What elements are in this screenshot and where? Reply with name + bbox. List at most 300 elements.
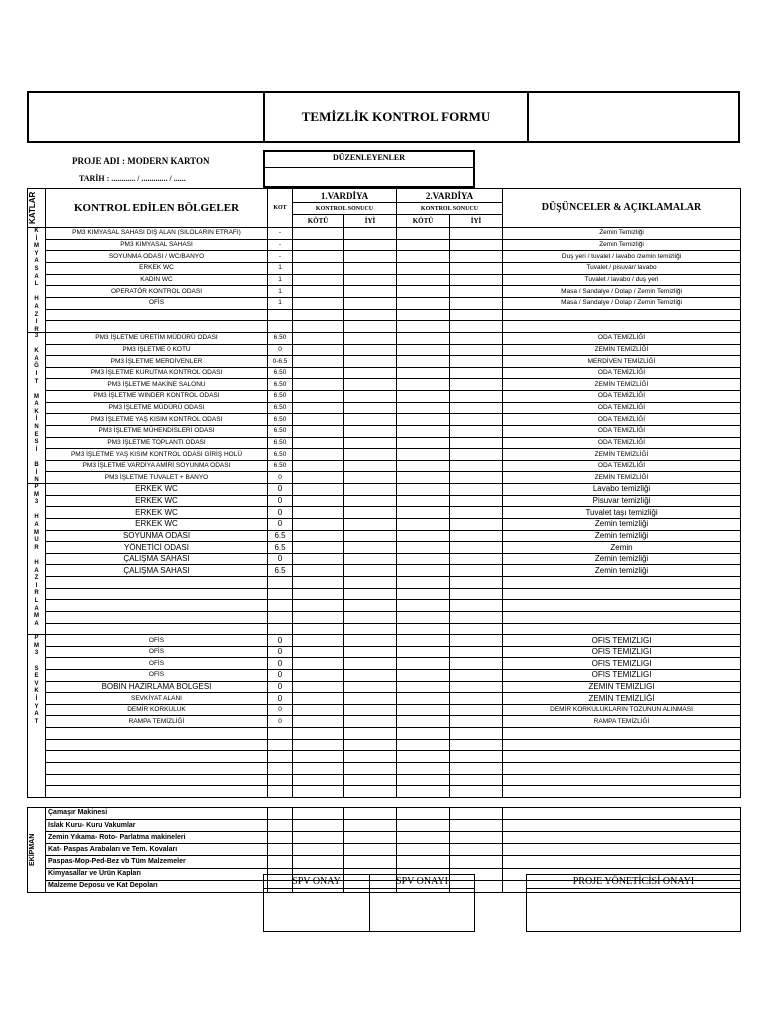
good-check-cell[interactable] xyxy=(344,844,397,856)
good-check-cell[interactable] xyxy=(450,716,503,728)
bad-check-cell[interactable] xyxy=(293,391,344,403)
good-check-cell[interactable] xyxy=(344,228,397,240)
bad-check-cell[interactable] xyxy=(397,344,450,356)
table-row xyxy=(28,611,741,623)
bad-check-cell[interactable] xyxy=(293,716,344,728)
bad-check-cell[interactable] xyxy=(293,832,344,844)
good-check-cell[interactable] xyxy=(450,774,503,786)
region-name xyxy=(46,751,268,763)
kot-value: 6.50 xyxy=(268,332,293,344)
good-check-cell[interactable] xyxy=(450,807,503,819)
good-check-cell[interactable] xyxy=(344,635,397,647)
region-name xyxy=(46,309,268,321)
signature-spv-box[interactable] xyxy=(264,889,370,932)
good-check-cell[interactable] xyxy=(344,344,397,356)
bad-header-shift1: KÖTÜ xyxy=(293,214,344,227)
note-cell xyxy=(503,309,741,321)
good-check-cell[interactable] xyxy=(344,693,397,705)
good-check-cell[interactable] xyxy=(344,739,397,751)
good-check-cell[interactable] xyxy=(450,437,503,449)
table-row xyxy=(28,286,741,298)
region-name: PM3 KIMYASAL SAHASI xyxy=(46,239,268,251)
bad-check-cell[interactable] xyxy=(397,332,450,344)
bad-check-cell[interactable] xyxy=(397,728,450,740)
table-row xyxy=(28,356,741,368)
good-check-cell[interactable] xyxy=(450,507,503,519)
note-cell: Lavabo temizliği xyxy=(503,484,741,496)
bad-check-cell[interactable] xyxy=(397,518,450,530)
good-check-cell[interactable] xyxy=(344,251,397,263)
note-cell[interactable] xyxy=(503,807,741,819)
good-check-cell[interactable] xyxy=(344,716,397,728)
good-check-cell[interactable] xyxy=(344,460,397,472)
bad-check-cell[interactable] xyxy=(293,623,344,635)
good-check-cell[interactable] xyxy=(344,704,397,716)
bad-check-cell[interactable] xyxy=(397,577,450,589)
note-cell: Zemin temizliği xyxy=(503,518,741,530)
good-check-cell[interactable] xyxy=(450,658,503,670)
bad-check-cell[interactable] xyxy=(397,460,450,472)
bad-check-cell[interactable] xyxy=(293,786,344,798)
good-check-cell[interactable] xyxy=(450,239,503,251)
good-check-cell[interactable] xyxy=(344,658,397,670)
bad-check-cell[interactable] xyxy=(397,286,450,298)
good-check-cell[interactable] xyxy=(450,611,503,623)
region-name: KADIN WC xyxy=(46,274,268,286)
equipment-name: Kat- Paspas Arabaları ve Tem. Kovaları xyxy=(46,844,268,856)
bad-check-cell[interactable] xyxy=(293,542,344,554)
good-check-cell[interactable] xyxy=(344,309,397,321)
good-check-cell[interactable] xyxy=(344,565,397,577)
good-check-cell[interactable] xyxy=(344,472,397,484)
bad-check-cell[interactable] xyxy=(397,774,450,786)
bad-check-cell[interactable] xyxy=(293,588,344,600)
good-check-cell[interactable] xyxy=(450,832,503,844)
good-check-cell[interactable] xyxy=(344,507,397,519)
shift1-header: 1.VARDİYA xyxy=(293,189,397,203)
bad-check-cell[interactable] xyxy=(397,704,450,716)
good-check-cell[interactable] xyxy=(344,391,397,403)
good-check-cell[interactable] xyxy=(344,274,397,286)
kot-value: 0 xyxy=(268,553,293,565)
bad-check-cell[interactable] xyxy=(293,693,344,705)
kot-value: 0 xyxy=(268,716,293,728)
bad-check-cell[interactable] xyxy=(397,600,450,612)
good-check-cell[interactable] xyxy=(450,460,503,472)
bad-check-cell[interactable] xyxy=(293,344,344,356)
note-cell: ODA TEMİZLİĞİ xyxy=(503,414,741,426)
bad-check-cell[interactable] xyxy=(293,658,344,670)
bad-check-cell[interactable] xyxy=(397,807,450,819)
good-check-cell[interactable] xyxy=(450,623,503,635)
bad-check-cell[interactable] xyxy=(293,460,344,472)
good-check-cell[interactable] xyxy=(344,553,397,565)
bad-check-cell[interactable] xyxy=(293,762,344,774)
bad-check-cell[interactable] xyxy=(397,635,450,647)
bad-check-cell[interactable] xyxy=(293,251,344,263)
good-check-cell[interactable] xyxy=(450,495,503,507)
kot-value xyxy=(268,807,293,819)
bad-check-cell[interactable] xyxy=(397,693,450,705)
note-cell: Tuvalet / pisuvar/ lavabo xyxy=(503,262,741,274)
good-check-cell[interactable] xyxy=(450,856,503,868)
bad-check-cell[interactable] xyxy=(397,716,450,728)
note-cell[interactable] xyxy=(503,820,741,832)
table-row xyxy=(28,495,741,507)
bad-check-cell[interactable] xyxy=(293,820,344,832)
bad-check-cell[interactable] xyxy=(397,449,450,461)
bad-check-cell[interactable] xyxy=(293,807,344,819)
good-check-cell[interactable] xyxy=(450,286,503,298)
bad-check-cell[interactable] xyxy=(293,309,344,321)
kot-value: 6.5 xyxy=(268,565,293,577)
note-cell[interactable] xyxy=(503,856,741,868)
good-check-cell[interactable] xyxy=(450,274,503,286)
equipment-label xyxy=(28,807,46,892)
good-check-cell[interactable] xyxy=(450,414,503,426)
prepared-by-divider xyxy=(263,167,475,168)
good-check-cell[interactable] xyxy=(344,356,397,368)
good-check-cell[interactable] xyxy=(344,286,397,298)
good-header-shift1: İYİ xyxy=(344,214,397,227)
bad-check-cell[interactable] xyxy=(293,228,344,240)
note-cell[interactable] xyxy=(503,844,741,856)
good-check-cell[interactable] xyxy=(450,251,503,263)
table-row xyxy=(28,484,741,496)
bad-check-cell[interactable] xyxy=(293,635,344,647)
region-name: OFİS xyxy=(46,635,268,647)
bad-check-cell[interactable] xyxy=(293,856,344,868)
bad-check-cell[interactable] xyxy=(293,472,344,484)
bad-check-cell[interactable] xyxy=(397,251,450,263)
region-name: BOBIN HAZIRLAMA BOLGESI xyxy=(46,681,268,693)
bad-check-cell[interactable] xyxy=(293,495,344,507)
bad-check-cell[interactable] xyxy=(397,379,450,391)
note-cell xyxy=(503,623,741,635)
bad-check-cell[interactable] xyxy=(397,239,450,251)
region-name: PM3 İŞLETME VARDİYA AMİRİ SOYUNMA ODASI xyxy=(46,460,268,472)
good-check-cell[interactable] xyxy=(450,449,503,461)
good-check-cell[interactable] xyxy=(450,391,503,403)
bad-check-cell[interactable] xyxy=(397,565,450,577)
bad-check-cell[interactable] xyxy=(293,611,344,623)
bad-check-cell[interactable] xyxy=(397,588,450,600)
good-check-cell[interactable] xyxy=(450,484,503,496)
table-row xyxy=(28,786,741,798)
bad-check-cell[interactable] xyxy=(397,611,450,623)
good-check-cell[interactable] xyxy=(344,402,397,414)
bad-check-cell[interactable] xyxy=(397,820,450,832)
good-check-cell[interactable] xyxy=(344,807,397,819)
bad-check-cell[interactable] xyxy=(293,728,344,740)
bad-check-cell[interactable] xyxy=(293,530,344,542)
bad-check-cell[interactable] xyxy=(397,856,450,868)
bad-check-cell[interactable] xyxy=(293,437,344,449)
good-check-cell[interactable] xyxy=(450,518,503,530)
good-check-cell[interactable] xyxy=(344,321,397,333)
bad-check-cell[interactable] xyxy=(397,542,450,554)
bad-check-cell[interactable] xyxy=(293,414,344,426)
bad-check-cell[interactable] xyxy=(397,297,450,309)
table-row xyxy=(28,553,741,565)
kot-value: 0 xyxy=(268,658,293,670)
bad-check-cell[interactable] xyxy=(397,739,450,751)
note-cell xyxy=(503,786,741,798)
region-name: PM3 İŞLETME MAKİNE SALONU xyxy=(46,379,268,391)
good-check-cell[interactable] xyxy=(344,751,397,763)
table-row xyxy=(28,321,741,333)
good-check-cell[interactable] xyxy=(344,484,397,496)
bad-check-cell[interactable] xyxy=(293,518,344,530)
bad-check-cell[interactable] xyxy=(397,495,450,507)
bad-check-cell[interactable] xyxy=(397,658,450,670)
bad-check-cell[interactable] xyxy=(293,577,344,589)
bad-check-cell[interactable] xyxy=(397,367,450,379)
bad-check-cell[interactable] xyxy=(397,832,450,844)
good-check-cell[interactable] xyxy=(344,786,397,798)
good-header-shift2: İYİ xyxy=(450,214,503,227)
good-check-cell[interactable] xyxy=(450,344,503,356)
bad-check-cell[interactable] xyxy=(397,425,450,437)
good-check-cell[interactable] xyxy=(450,402,503,414)
kot-value xyxy=(268,577,293,589)
bad-check-cell[interactable] xyxy=(293,367,344,379)
good-check-cell[interactable] xyxy=(344,495,397,507)
region-name: OFİS xyxy=(46,297,268,309)
bad-check-cell[interactable] xyxy=(293,356,344,368)
good-check-cell[interactable] xyxy=(450,321,503,333)
table-row xyxy=(28,472,741,484)
form-title: TEMİZLİK KONTROL FORMU xyxy=(263,91,529,143)
bad-check-cell[interactable] xyxy=(293,321,344,333)
kot-value: 6.5 xyxy=(268,530,293,542)
bad-check-cell[interactable] xyxy=(293,774,344,786)
region-name: PM3 İŞLETME MÜDÜRÜ ODASI xyxy=(46,402,268,414)
bad-check-cell[interactable] xyxy=(293,332,344,344)
good-check-cell[interactable] xyxy=(344,437,397,449)
bad-check-cell[interactable] xyxy=(397,646,450,658)
bad-check-cell[interactable] xyxy=(397,228,450,240)
good-check-cell[interactable] xyxy=(450,635,503,647)
bad-check-cell[interactable] xyxy=(293,297,344,309)
bad-check-cell[interactable] xyxy=(293,670,344,682)
good-check-cell[interactable] xyxy=(344,832,397,844)
good-check-cell[interactable] xyxy=(450,646,503,658)
good-check-cell[interactable] xyxy=(450,553,503,565)
bad-check-cell[interactable] xyxy=(397,321,450,333)
good-check-cell[interactable] xyxy=(344,332,397,344)
signature-spv2-box[interactable] xyxy=(370,889,475,932)
section-label-text: K İ M Y A S A L H A Z I R xyxy=(34,228,39,332)
good-check-cell[interactable] xyxy=(450,704,503,716)
good-check-cell[interactable] xyxy=(450,297,503,309)
kot-value: 6.50 xyxy=(268,379,293,391)
good-check-cell[interactable] xyxy=(450,728,503,740)
bad-check-cell[interactable] xyxy=(293,507,344,519)
good-check-cell[interactable] xyxy=(344,670,397,682)
bad-check-cell[interactable] xyxy=(397,623,450,635)
note-cell: Masa / Sandalye / Dolap / Zemin Temizliği xyxy=(503,297,741,309)
good-check-cell[interactable] xyxy=(450,530,503,542)
bad-check-cell[interactable] xyxy=(397,356,450,368)
good-check-cell[interactable] xyxy=(344,239,397,251)
good-check-cell[interactable] xyxy=(450,588,503,600)
good-check-cell[interactable] xyxy=(344,577,397,589)
good-check-cell[interactable] xyxy=(450,820,503,832)
section-label xyxy=(28,635,46,798)
note-cell: ODA TEMİZLİĞİ xyxy=(503,332,741,344)
kot-value xyxy=(268,600,293,612)
bad-header-shift2: KÖTÜ xyxy=(397,214,450,227)
good-check-cell[interactable] xyxy=(450,600,503,612)
good-check-cell[interactable] xyxy=(344,856,397,868)
signature-table xyxy=(263,874,741,932)
region-name: ÇALIŞMA SAHASI xyxy=(46,565,268,577)
bad-check-cell[interactable] xyxy=(397,391,450,403)
date-field[interactable]: TARİH : ............ / ............. / ...... xyxy=(79,174,186,183)
good-check-cell[interactable] xyxy=(450,762,503,774)
good-check-cell[interactable] xyxy=(344,379,397,391)
good-check-cell[interactable] xyxy=(344,728,397,740)
bad-check-cell[interactable] xyxy=(293,286,344,298)
bad-check-cell[interactable] xyxy=(397,670,450,682)
good-check-cell[interactable] xyxy=(344,262,397,274)
good-check-cell[interactable] xyxy=(450,844,503,856)
kot-value: 6.50 xyxy=(268,460,293,472)
bad-check-cell[interactable] xyxy=(397,844,450,856)
good-check-cell[interactable] xyxy=(344,518,397,530)
good-check-cell[interactable] xyxy=(450,332,503,344)
good-check-cell[interactable] xyxy=(450,739,503,751)
bad-check-cell[interactable] xyxy=(293,449,344,461)
table-row xyxy=(28,635,741,647)
kot-value: - xyxy=(268,251,293,263)
region-name: PM3 İŞLETME KURUTMA KONTROL ODASI xyxy=(46,367,268,379)
bad-check-cell[interactable] xyxy=(293,565,344,577)
note-cell[interactable] xyxy=(503,832,741,844)
region-name: PM3 KIMYASAL SAHASI DIŞ ALAN (SILOLARIN ETRAFI) xyxy=(46,228,268,240)
bad-check-cell[interactable] xyxy=(293,402,344,414)
signature-manager-box[interactable] xyxy=(527,889,741,932)
bad-check-cell[interactable] xyxy=(293,553,344,565)
good-check-cell[interactable] xyxy=(450,693,503,705)
bad-check-cell[interactable] xyxy=(293,379,344,391)
bad-check-cell[interactable] xyxy=(397,472,450,484)
good-check-cell[interactable] xyxy=(344,530,397,542)
good-check-cell[interactable] xyxy=(450,356,503,368)
good-check-cell[interactable] xyxy=(344,425,397,437)
table-row xyxy=(28,681,741,693)
good-check-cell[interactable] xyxy=(344,623,397,635)
good-check-cell[interactable] xyxy=(344,820,397,832)
good-check-cell[interactable] xyxy=(450,670,503,682)
good-check-cell[interactable] xyxy=(344,600,397,612)
region-name xyxy=(46,774,268,786)
bad-check-cell[interactable] xyxy=(293,600,344,612)
table-row xyxy=(28,297,741,309)
good-check-cell[interactable] xyxy=(450,577,503,589)
region-name: SOYUNMA ODASI xyxy=(46,530,268,542)
good-check-cell[interactable] xyxy=(344,414,397,426)
good-check-cell[interactable] xyxy=(450,786,503,798)
bad-check-cell[interactable] xyxy=(293,681,344,693)
bad-check-cell[interactable] xyxy=(397,414,450,426)
good-check-cell[interactable] xyxy=(450,565,503,577)
good-check-cell[interactable] xyxy=(450,425,503,437)
bad-check-cell[interactable] xyxy=(397,553,450,565)
bad-check-cell[interactable] xyxy=(293,239,344,251)
good-check-cell[interactable] xyxy=(344,762,397,774)
good-check-cell[interactable] xyxy=(344,774,397,786)
good-check-cell[interactable] xyxy=(344,297,397,309)
bad-check-cell[interactable] xyxy=(293,646,344,658)
bad-check-cell[interactable] xyxy=(397,751,450,763)
note-cell: OFIS TEMIZLIGI xyxy=(503,658,741,670)
bad-check-cell[interactable] xyxy=(293,844,344,856)
bad-check-cell[interactable] xyxy=(397,262,450,274)
good-check-cell[interactable] xyxy=(344,449,397,461)
bad-check-cell[interactable] xyxy=(397,786,450,798)
good-check-cell[interactable] xyxy=(344,646,397,658)
bad-check-cell[interactable] xyxy=(293,484,344,496)
kot-value: - xyxy=(268,228,293,240)
bad-check-cell[interactable] xyxy=(397,681,450,693)
bad-check-cell[interactable] xyxy=(293,425,344,437)
good-check-cell[interactable] xyxy=(450,681,503,693)
bad-check-cell[interactable] xyxy=(397,507,450,519)
good-check-cell[interactable] xyxy=(450,309,503,321)
good-check-cell[interactable] xyxy=(450,262,503,274)
good-check-cell[interactable] xyxy=(344,542,397,554)
good-check-cell[interactable] xyxy=(344,611,397,623)
kot-value: 1 xyxy=(268,262,293,274)
bad-check-cell[interactable] xyxy=(397,484,450,496)
equipment-row xyxy=(28,807,741,819)
bad-check-cell[interactable] xyxy=(293,739,344,751)
kot-value: 0 xyxy=(268,472,293,484)
good-check-cell[interactable] xyxy=(450,367,503,379)
bad-check-cell[interactable] xyxy=(397,762,450,774)
bad-check-cell[interactable] xyxy=(293,262,344,274)
good-check-cell[interactable] xyxy=(344,681,397,693)
good-check-cell[interactable] xyxy=(450,542,503,554)
region-name: DEMİR KORKULUK xyxy=(46,704,268,716)
table-row xyxy=(28,425,741,437)
shift1-result-header: KONTROL SONUCU xyxy=(293,203,397,214)
section-label xyxy=(28,332,46,483)
bad-check-cell[interactable] xyxy=(397,402,450,414)
bad-check-cell[interactable] xyxy=(293,274,344,286)
bad-check-cell[interactable] xyxy=(397,437,450,449)
bad-check-cell[interactable] xyxy=(397,530,450,542)
region-name: PM3 İŞLETME TUVALET + BANYO xyxy=(46,472,268,484)
good-check-cell[interactable] xyxy=(450,379,503,391)
region-name: PM3 İŞLETME TOPLANTI ODASI xyxy=(46,437,268,449)
note-cell xyxy=(503,739,741,751)
good-check-cell[interactable] xyxy=(450,472,503,484)
region-header: KONTROL EDİLEN BÖLGELER xyxy=(46,189,268,228)
bad-check-cell[interactable] xyxy=(397,309,450,321)
good-check-cell[interactable] xyxy=(450,751,503,763)
good-check-cell[interactable] xyxy=(344,367,397,379)
good-check-cell[interactable] xyxy=(344,588,397,600)
note-cell: Tuvalet taşı temizliği xyxy=(503,507,741,519)
bad-check-cell[interactable] xyxy=(397,274,450,286)
note-cell: ZEMİN TEMİZLİĞİ xyxy=(503,344,741,356)
bad-check-cell[interactable] xyxy=(293,751,344,763)
good-check-cell[interactable] xyxy=(450,228,503,240)
bad-check-cell[interactable] xyxy=(293,704,344,716)
